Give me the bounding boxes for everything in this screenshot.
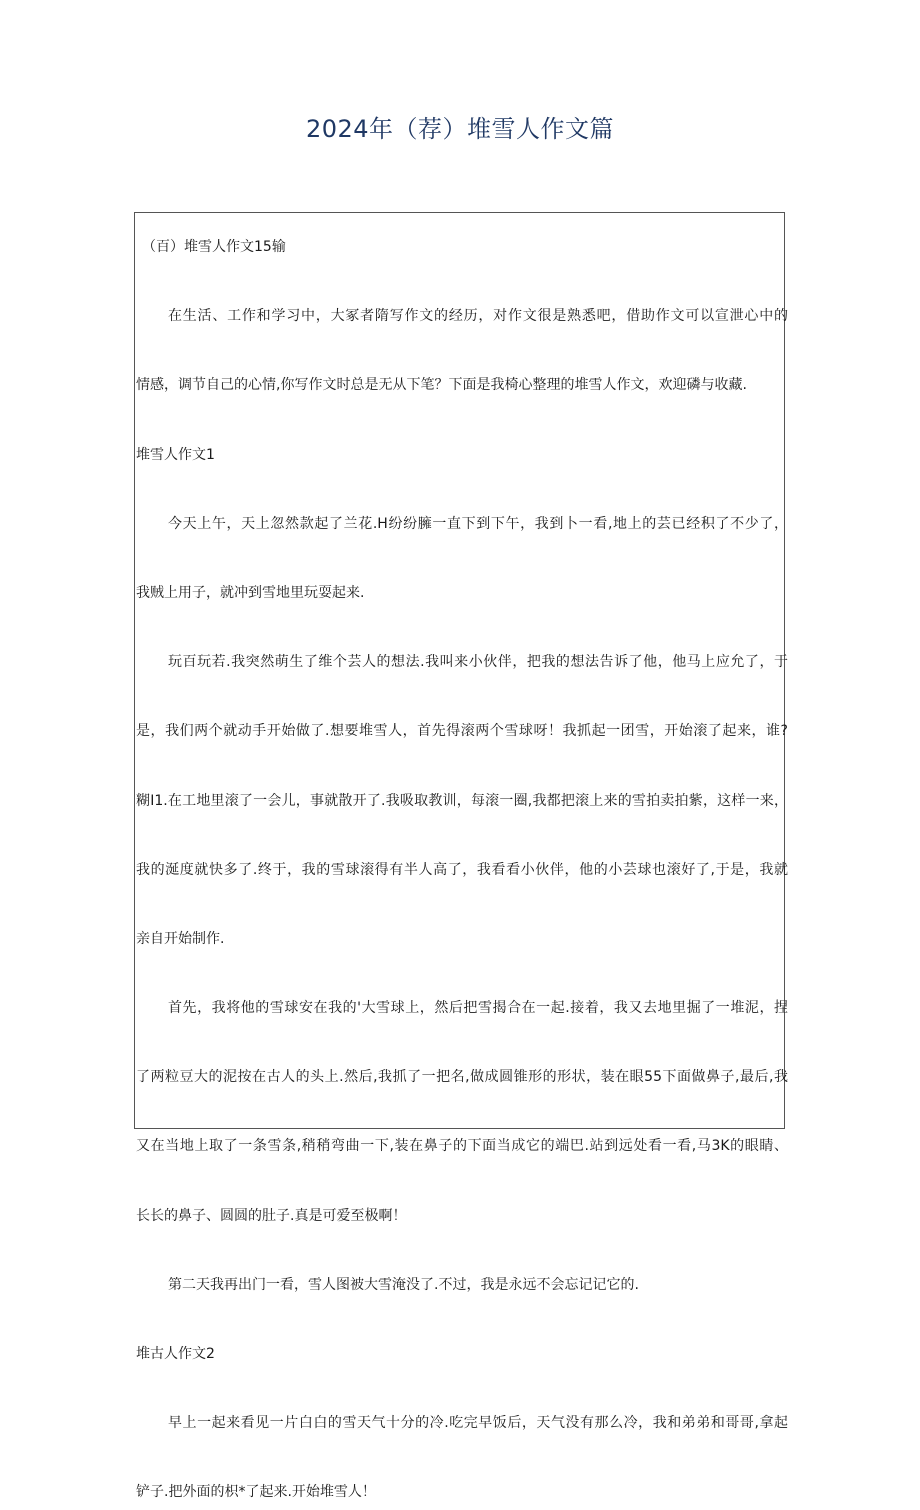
paragraph-line: 铲子.把外面的枳*了起来.开始堆雪人！	[136, 1484, 376, 1501]
paragraph-line: 是，我们两个就动手开始做了.想要堆雪人，首先得滚两个雪球呀！我抓起一团雪，开始滚了起来，谁?	[136, 723, 788, 740]
blank-line	[136, 611, 788, 646]
essay-heading: 堆古人作文2	[136, 1346, 215, 1362]
document-body	[136, 230, 788, 1510]
blank-line	[136, 749, 788, 784]
paragraph-line: 玩百玩若.我突然萌生了维个芸人的想法.我叫来小伙伴，把我的想法告诉了他，他马上应允了，于	[168, 654, 788, 671]
blank-line	[136, 1164, 788, 1199]
blank-line	[136, 265, 788, 300]
blank-line	[136, 541, 788, 576]
blank-line	[136, 334, 788, 369]
paragraph-line: 长长的鼻子、圆圆的肚子.真是可爱至极啊！	[136, 1207, 407, 1224]
blank-line	[136, 887, 788, 922]
blank-line	[136, 1233, 788, 1268]
paragraph-line: 了两粒豆大的泥按在古人的头上.然后,我抓了一把名,做成圆锥形的形状，装在眼55下面做鼻子,最后,我	[136, 1069, 788, 1086]
blank-line	[136, 403, 788, 438]
paragraph-line: 亲自开始制作.	[136, 930, 225, 947]
intro-paragraph-line: 在生活、工作和学习中，大冢者隋写作文的经历，对作文很是熟悉吧，借助作文可以宣泄心中的	[168, 308, 788, 325]
blank-line	[136, 472, 788, 507]
paragraph-line: 我的涎度就快多了.终于，我的雪球滚得有半人高了，我看看小伙伴，他的小芸球也滚好了,于是，我就	[136, 861, 788, 878]
blank-line	[136, 680, 788, 715]
paragraph-line: 首先，我将他的雪球安在我的'大雪球上，然后把雪揭合在一起.接着，我又去地里掘了一堆泥，捏	[168, 1000, 788, 1017]
intro-paragraph-line: 情感，调节自己的心情,你写作文时总是无从下笔？下面是我椅心整理的堆雪人作文，欢迎磷与收藏.	[136, 377, 747, 394]
paragraph-line: 糊I1.在工地里滚了一会儿，事就散开了.我吸取教训，每滚一圈,我都把滚上来的雪拍卖拍紫，这样一来，	[136, 792, 788, 809]
blank-line	[136, 1302, 788, 1337]
blank-line	[136, 1095, 788, 1130]
blank-line	[136, 818, 788, 853]
blank-line	[136, 1441, 788, 1476]
paragraph-line: 又在当地上取了一条雪条,稍稍弯曲一下,装在鼻子的下面当成它的端巴.站到远处看一看,马3K的眼睛、	[136, 1138, 788, 1155]
section-heading: （百）堆雪人作文15输	[142, 239, 286, 255]
paragraph-line: 早上一起来看见一片白白的雪天气十分的冷.吃完早饭后，天气没有那么冷，我和弟弟和哥哥,拿起	[168, 1415, 788, 1432]
blank-line	[136, 1372, 788, 1407]
blank-line	[136, 956, 788, 991]
paragraph-line: 我贼上用子，就冲到雪地里玩耍起来.	[136, 584, 365, 601]
essay-heading: 堆雪人作文1	[136, 446, 215, 463]
blank-line	[136, 1026, 788, 1061]
paragraph-line: 今天上午，天上忽然款起了兰花.H纷纷臃一直下到下午，我到卜一看,地上的芸已经积了不少了，	[168, 515, 788, 532]
paragraph-line: 第二天我再出门一看，雪人图被大雪淹没了.不过，我是永远不会忘记记它的.	[168, 1276, 639, 1293]
document-title: 2024年（荐）堆雪人作文篇	[305, 115, 615, 143]
